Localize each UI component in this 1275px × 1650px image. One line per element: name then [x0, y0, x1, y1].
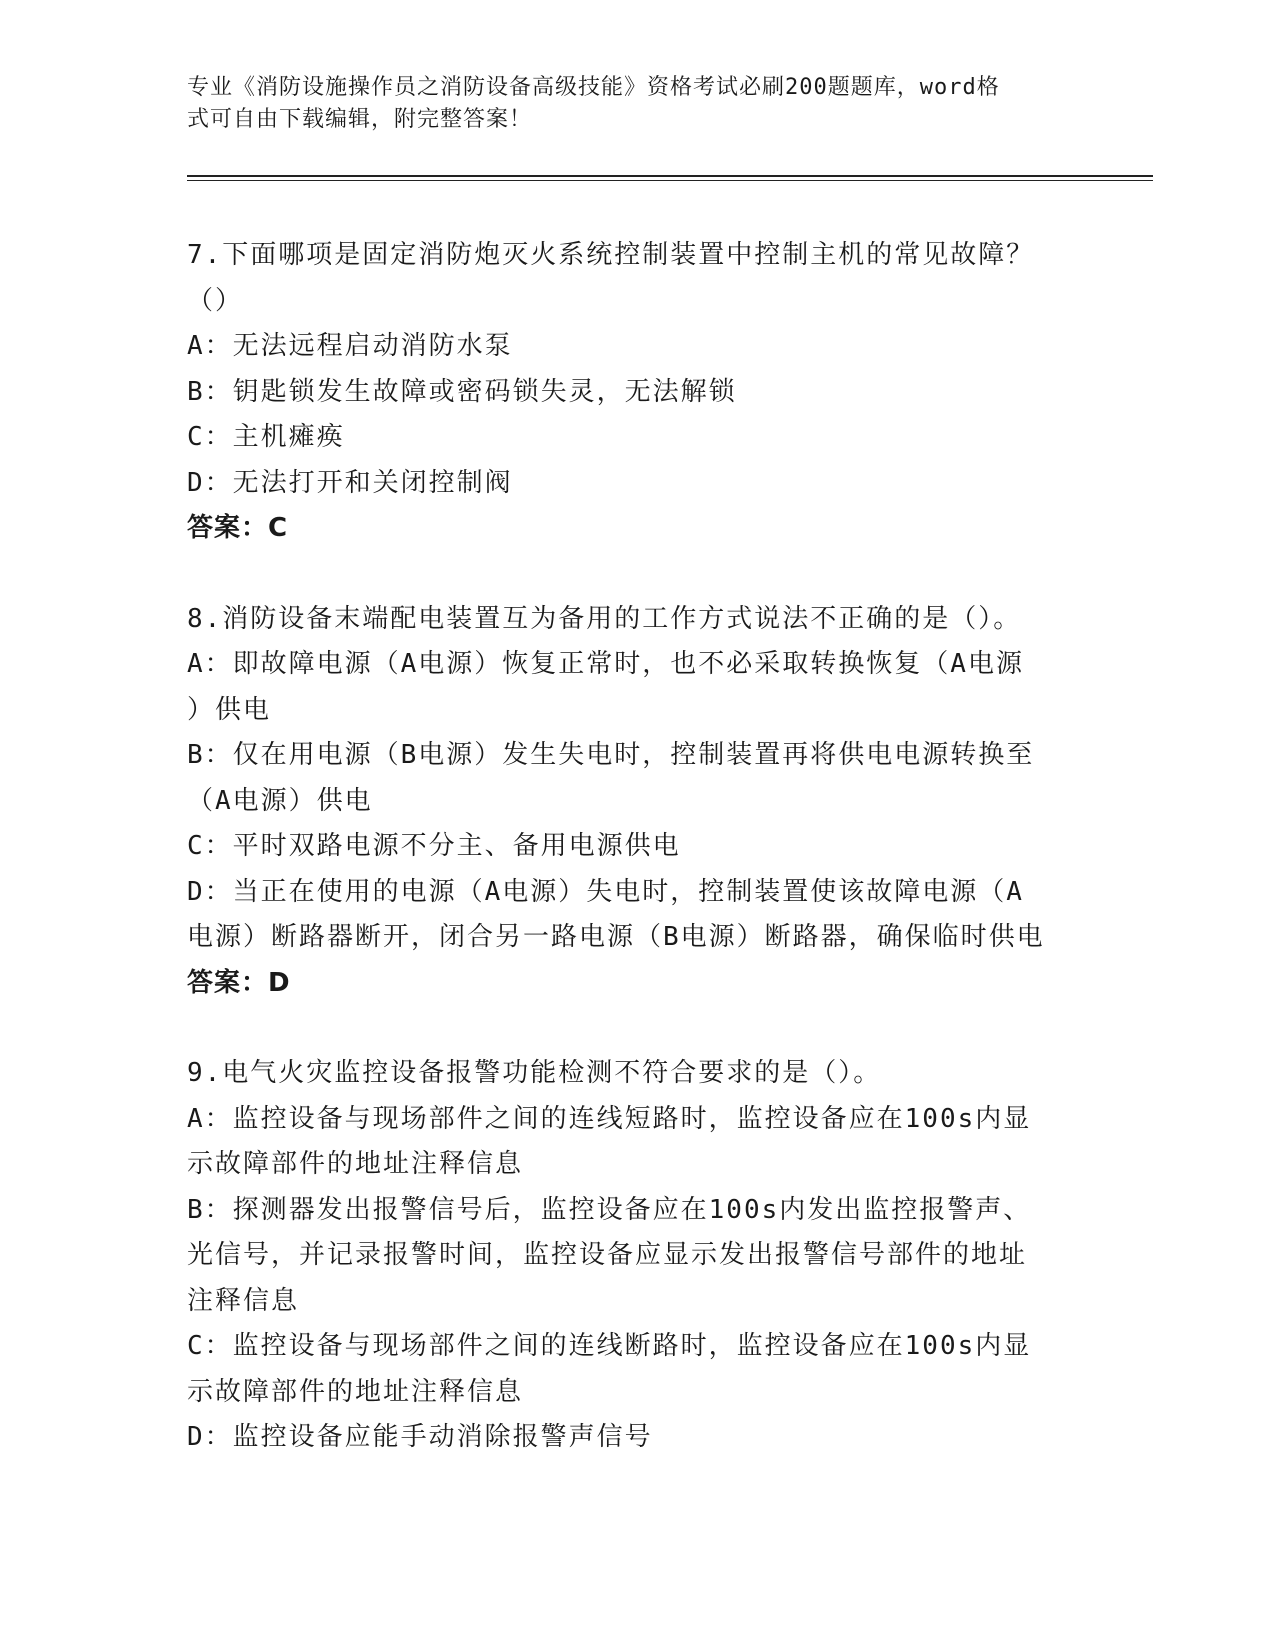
- option-b: B：仅在用电源（B电源）发生失电时，控制装置再将供电电源转换至: [187, 740, 1035, 770]
- option-a-continued: 示故障部件的地址注释信息: [187, 1149, 524, 1179]
- option-d: D：当正在使用的电源（A电源）失电时，控制装置使该故障电源（A: [187, 876, 1024, 907]
- header-line-1: 专业《消防设施操作员之消防设备高级技能》资格考试必刷200题题库，word格: [187, 75, 1000, 100]
- option-b-continued-2: 注释信息: [187, 1285, 300, 1316]
- question-blank: （）: [187, 285, 244, 316]
- question-8: [187, 597, 1087, 1007]
- question-text: 9.电气火灾监控设备报警功能检测不符合要求的是（）。: [187, 1058, 882, 1088]
- option-d: D：监控设备应能手动消除报警声信号: [187, 1422, 653, 1452]
- option-c-continued: 示故障部件的地址注释信息: [187, 1376, 524, 1407]
- option-c: C：监控设备与现场部件之间的连线断路时，监控设备应在100s内显: [187, 1331, 1032, 1361]
- document-header: [187, 72, 1087, 136]
- question-text: 7.下面哪项是固定消防炮灭火系统控制装置中控制主机的常见故障？: [187, 240, 1035, 270]
- option-d: D：无法打开和关闭控制阀: [187, 467, 513, 498]
- option-b: B：钥匙锁发生故障或密码锁失灵，无法解锁: [187, 376, 737, 407]
- header-divider-thin: [187, 180, 1153, 181]
- option-b: B：探测器发出报警信号后，监控设备应在100s内发出监控报警声、: [187, 1194, 1032, 1225]
- question-9: [187, 1051, 1087, 1461]
- option-b-continued: （A电源）供电: [187, 785, 373, 816]
- question-list: [187, 233, 1087, 1506]
- header-divider-thick: [187, 175, 1153, 177]
- question-7: [187, 233, 1087, 552]
- answer-label: 答案：D: [187, 967, 291, 998]
- question-text: 8.消防设备末端配电装置互为备用的工作方式说法不正确的是（）。: [187, 603, 1022, 634]
- option-a: A：无法远程启动消防水泵: [187, 331, 513, 361]
- option-d-continued: 电源）断路器断开，闭合另一路电源（B电源）断路器，确保临时供电: [187, 922, 1045, 952]
- option-b-continued: 光信号，并记录报警时间，监控设备应显示发出报警信号部件的地址: [187, 1240, 1028, 1270]
- option-a-continued: ）供电: [187, 694, 272, 725]
- option-c: C：主机瘫痪: [187, 422, 345, 452]
- option-c: C：平时双路电源不分主、备用电源供电: [187, 831, 681, 861]
- answer-label: 答案：C: [187, 513, 289, 543]
- option-a: A：即故障电源（A电源）恢复正常时，也不必采取转换恢复（A电源: [187, 649, 1024, 679]
- header-line-2: 式可自由下载编辑，附完整答案！: [187, 107, 533, 132]
- option-a: A：监控设备与现场部件之间的连线短路时，监控设备应在100s内显: [187, 1103, 1032, 1134]
